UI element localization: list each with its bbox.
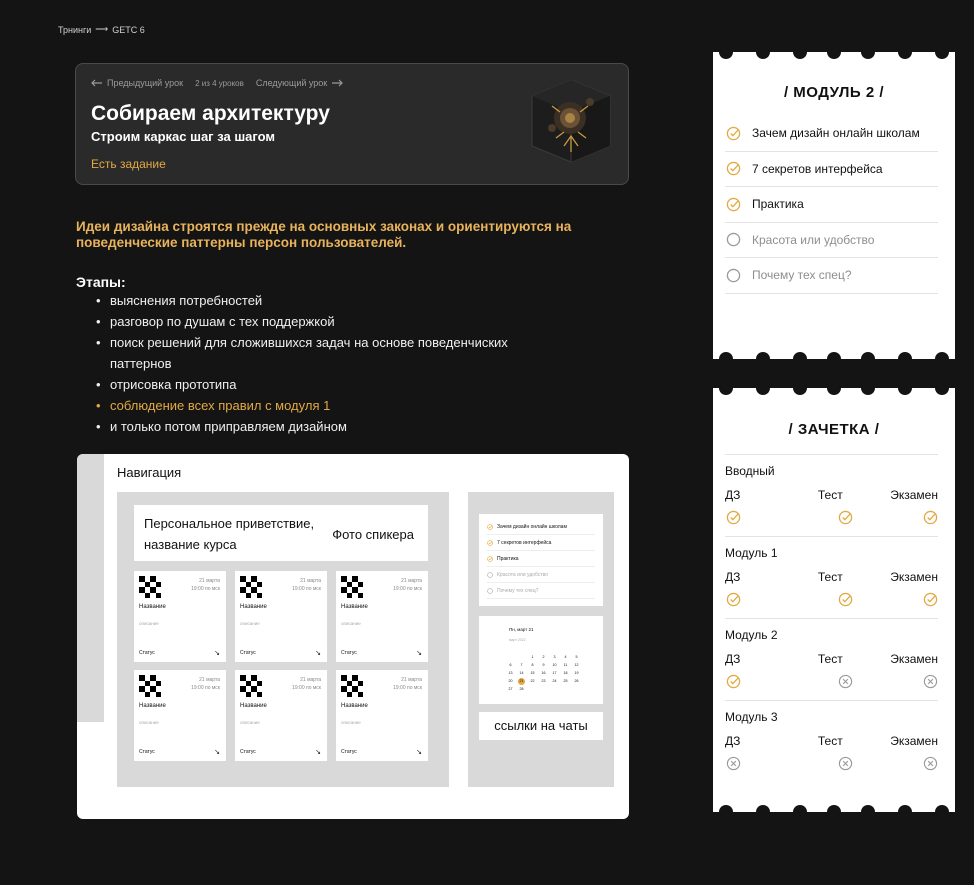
breadcrumb-current: GETC 6 bbox=[112, 24, 145, 35]
gradebook-module-name: Модуль 2 bbox=[725, 628, 778, 642]
lesson-card bbox=[75, 63, 629, 185]
gradebook-header-row bbox=[725, 652, 938, 666]
empty-circle-icon bbox=[726, 232, 741, 247]
card-name: Название bbox=[240, 604, 267, 610]
gradebook-status-row bbox=[725, 756, 938, 776]
gradebook-header-row bbox=[725, 488, 938, 502]
calendar-day bbox=[551, 646, 558, 653]
module-lesson-item[interactable]: 7 секретов интерфейса bbox=[725, 152, 938, 188]
intro-text: Идеи дизайна строятся прежде на основных законах и ориентируются на поведенческие паттерны персон пользователей. bbox=[76, 219, 572, 250]
cross-circle-icon bbox=[726, 756, 741, 771]
qr-icon bbox=[240, 675, 262, 697]
col-test: Тест bbox=[817, 652, 843, 666]
calendar-day bbox=[507, 654, 514, 661]
card-desc: описание bbox=[139, 621, 159, 626]
calendar-day: 16 bbox=[541, 671, 546, 675]
card-status: Статус bbox=[139, 749, 155, 755]
col-test: Тест bbox=[817, 734, 843, 748]
card-date: 21 марта 19:00 по мск bbox=[191, 578, 220, 592]
module-title: / МОДУЛЬ 2 / bbox=[783, 84, 885, 101]
col-test: Тест bbox=[817, 570, 843, 584]
calendar-day: 14 bbox=[519, 671, 524, 675]
arrow-diagonal-icon: ↘ bbox=[214, 650, 220, 657]
calendar-day bbox=[529, 646, 536, 653]
arrow-diagonal-icon: ↘ bbox=[416, 749, 422, 756]
card-status: Статус bbox=[341, 650, 357, 656]
card-status: Статус bbox=[240, 650, 256, 656]
gradebook-module-name: Модуль 1 bbox=[725, 546, 778, 560]
list-item: • поиск решений для сложившихся задач на основе поведенчиских паттернов bbox=[96, 332, 526, 374]
arrow-diagonal-icon: ↘ bbox=[315, 749, 321, 756]
calendar-day: 13 bbox=[508, 671, 513, 675]
col-exam: Экзамен bbox=[890, 652, 938, 666]
lesson-title: Собираем архитектуру bbox=[91, 102, 330, 125]
wireframe-right-panel bbox=[468, 492, 614, 787]
lesson-cover-cube-image bbox=[526, 76, 616, 166]
next-lesson-label: Следующий урок bbox=[255, 78, 328, 88]
calendar-day: 5 bbox=[575, 655, 578, 659]
gradebook-status-row bbox=[725, 674, 938, 694]
module-lesson-item[interactable]: Зачем дизайн онлайн школам bbox=[725, 116, 938, 152]
calendar-day: 21 bbox=[519, 679, 524, 683]
calendar-day bbox=[573, 646, 580, 653]
wireframe-course-card bbox=[134, 670, 226, 761]
gradebook-module-name: Вводный bbox=[725, 464, 775, 478]
wireframe-course-card bbox=[235, 571, 327, 662]
breadcrumb bbox=[58, 24, 145, 35]
arrow-diagonal-icon: ↘ bbox=[214, 749, 220, 756]
card-desc: описание bbox=[139, 720, 159, 725]
calendar-day bbox=[540, 646, 547, 653]
calendar-day bbox=[518, 646, 525, 653]
stages-list bbox=[96, 290, 526, 437]
check-circle-icon bbox=[838, 510, 853, 525]
gradebook-ticket bbox=[713, 388, 955, 812]
module-lesson-item[interactable]: Красота или удобство bbox=[725, 223, 938, 259]
calendar-day: 23 bbox=[541, 679, 546, 683]
calendar-day bbox=[518, 654, 525, 661]
card-date: 21 марта 19:00 по мск bbox=[292, 578, 321, 592]
calendar-day bbox=[540, 686, 547, 693]
calendar-day: 11 bbox=[563, 663, 568, 667]
calendar-day: 6 bbox=[509, 663, 512, 667]
calendar-day: 19 bbox=[574, 671, 579, 675]
mini-list-item: Практика bbox=[487, 551, 595, 567]
wireframe-course-card bbox=[336, 670, 428, 761]
card-name: Название bbox=[341, 703, 368, 709]
calendar-day: 10 bbox=[552, 663, 557, 667]
card-name: Название bbox=[341, 604, 368, 610]
breadcrumb-root[interactable]: Трнинги bbox=[58, 24, 92, 35]
list-item-highlight[interactable]: • соблюдение всех правил с модуля 1 bbox=[96, 395, 526, 416]
wireframe-greeting-block bbox=[134, 505, 428, 561]
list-item: • отрисовка прототипа bbox=[96, 374, 526, 395]
check-circle-icon bbox=[726, 592, 741, 607]
check-circle-icon bbox=[923, 510, 938, 525]
col-hw: ДЗ bbox=[725, 488, 741, 502]
gradebook-module-block bbox=[725, 536, 938, 612]
gradebook-status-row bbox=[725, 510, 938, 530]
calendar-day bbox=[529, 686, 536, 693]
col-test: Тест bbox=[817, 488, 843, 502]
wireframe-sidebar bbox=[77, 454, 104, 722]
calendar-day: 18 bbox=[563, 671, 568, 675]
ticket-notch-bottom bbox=[713, 803, 955, 812]
mini-list-item: Почему тех спец? bbox=[487, 583, 595, 599]
wireframe-course-card bbox=[336, 571, 428, 662]
card-status: Статус bbox=[139, 650, 155, 656]
mini-lesson-list bbox=[479, 514, 603, 606]
calendar-header: Пн, март 21 bbox=[509, 627, 534, 632]
calendar-day: 17 bbox=[552, 671, 557, 675]
list-item: • и только потом приправляем дизайном bbox=[96, 416, 526, 437]
cross-circle-icon bbox=[923, 674, 938, 689]
check-circle-icon bbox=[726, 674, 741, 689]
gradebook-module-block bbox=[725, 618, 938, 694]
qr-icon bbox=[341, 576, 363, 598]
module-lesson-item[interactable]: Почему тех спец? bbox=[725, 258, 938, 294]
wireframe-course-card bbox=[134, 571, 226, 662]
cross-circle-icon bbox=[838, 756, 853, 771]
calendar-day: 9 bbox=[542, 663, 545, 667]
calendar-day: 24 bbox=[552, 679, 557, 683]
calendar-day: 12 bbox=[574, 663, 579, 667]
card-name: Название bbox=[139, 604, 166, 610]
ticket-notch-top bbox=[713, 52, 955, 61]
gradebook-status-row bbox=[725, 592, 938, 612]
arrow-diagonal-icon: ↘ bbox=[315, 650, 321, 657]
col-hw: ДЗ bbox=[725, 570, 741, 584]
check-circle-icon bbox=[838, 592, 853, 607]
check-circle-icon bbox=[726, 126, 741, 141]
calendar-day: 1 bbox=[531, 655, 534, 659]
card-desc: описание bbox=[341, 621, 361, 626]
check-circle-icon bbox=[726, 197, 741, 212]
stages-title: Этапы: bbox=[76, 274, 126, 290]
card-date: 21 марта 19:00 по мск bbox=[393, 677, 422, 691]
card-date: 21 марта 19:00 по мск bbox=[393, 578, 422, 592]
calendar-day: 26 bbox=[574, 679, 579, 683]
mini-list-item: Красота или удобство bbox=[487, 567, 595, 583]
card-desc: описание bbox=[341, 720, 361, 725]
calendar-day: 15 bbox=[530, 671, 535, 675]
card-desc: описание bbox=[240, 621, 260, 626]
check-circle-icon bbox=[923, 592, 938, 607]
cross-circle-icon bbox=[923, 756, 938, 771]
gradebook-header-row bbox=[725, 734, 938, 748]
arrow-right-icon bbox=[331, 79, 343, 87]
wireframe-main-area bbox=[117, 492, 449, 787]
card-name: Название bbox=[139, 703, 166, 709]
calendar-day bbox=[562, 646, 569, 653]
calendar-day: 3 bbox=[553, 655, 556, 659]
next-lesson-link[interactable] bbox=[256, 78, 343, 88]
module-lesson-item[interactable]: Практика bbox=[725, 187, 938, 223]
arrow-left-icon bbox=[91, 79, 103, 87]
gradebook-module-block bbox=[725, 700, 938, 776]
calendar-day: 2 bbox=[542, 655, 545, 659]
mini-list-item: Зачем дизайн онлайн школам bbox=[487, 519, 595, 535]
qr-icon bbox=[139, 675, 161, 697]
ticket-notch-bottom bbox=[713, 350, 955, 359]
list-item: • выяснения потребностей bbox=[96, 290, 526, 311]
col-exam: Экзамен bbox=[890, 734, 938, 748]
task-link[interactable]: Есть задание bbox=[91, 157, 166, 171]
col-exam: Экзамен bbox=[890, 570, 938, 584]
calendar-day: 8 bbox=[531, 663, 534, 667]
module-ticket bbox=[713, 52, 955, 359]
card-status: Статус bbox=[341, 749, 357, 755]
wireframe-course-card bbox=[235, 670, 327, 761]
col-hw: ДЗ bbox=[725, 652, 741, 666]
wireframe-preview bbox=[77, 454, 629, 819]
col-exam: Экзамен bbox=[890, 488, 938, 502]
calendar-day: 22 bbox=[530, 679, 535, 683]
check-circle-icon bbox=[726, 510, 741, 525]
qr-icon bbox=[240, 576, 262, 598]
calendar-day: 28 bbox=[519, 687, 524, 691]
empty-circle-icon bbox=[726, 268, 741, 283]
gradebook-module-name: Модуль 3 bbox=[725, 710, 778, 724]
calendar-day: 20 bbox=[508, 679, 513, 683]
calendar-day: 4 bbox=[564, 655, 567, 659]
mini-list-item: 7 секретов интерфейса bbox=[487, 535, 595, 551]
calendar-day bbox=[507, 646, 514, 653]
check-circle-icon bbox=[726, 161, 741, 176]
calendar-day bbox=[551, 686, 558, 693]
gradebook-title: / ЗАЧЕТКА / bbox=[788, 421, 880, 438]
card-status: Статус bbox=[240, 749, 256, 755]
qr-icon bbox=[139, 576, 161, 598]
qr-icon bbox=[341, 675, 363, 697]
calendar-day: 25 bbox=[563, 679, 568, 683]
card-date: 21 марта 19:00 по мск bbox=[191, 677, 220, 691]
calendar-day bbox=[573, 686, 580, 693]
col-hw: ДЗ bbox=[725, 734, 741, 748]
ticket-notch-top bbox=[713, 388, 955, 397]
list-item: • разговор по душам с тех поддержкой bbox=[96, 311, 526, 332]
lesson-nav bbox=[91, 78, 343, 88]
cross-circle-icon bbox=[838, 674, 853, 689]
card-desc: описание bbox=[240, 720, 260, 725]
calendar-month: март 2022 bbox=[509, 638, 526, 642]
arrow-diagonal-icon: ↘ bbox=[416, 650, 422, 657]
prev-lesson-label: Предыдущий урок bbox=[107, 78, 184, 88]
greeting-text: Персональное приветствие, название курса bbox=[144, 516, 315, 552]
calendar-day bbox=[562, 686, 569, 693]
mini-calendar bbox=[479, 616, 603, 704]
gradebook-header-row bbox=[725, 570, 938, 584]
calendar-day: 7 bbox=[520, 663, 523, 667]
card-name: Название bbox=[240, 703, 267, 709]
wireframe-nav-label: Навигация bbox=[117, 465, 182, 480]
calendar-day: 27 bbox=[508, 687, 513, 691]
gradebook-module-block bbox=[725, 454, 938, 530]
lesson-counter: 2 из 4 уроков bbox=[195, 78, 244, 88]
lesson-subtitle: Строим каркас шаг за шагом bbox=[91, 129, 276, 144]
prev-lesson-link[interactable] bbox=[91, 78, 183, 88]
chat-links-placeholder[interactable]: ссылки на чаты bbox=[479, 712, 603, 740]
speaker-photo-placeholder: Фото спикера bbox=[332, 527, 414, 542]
module-lesson-list bbox=[725, 116, 938, 294]
card-date: 21 марта 19:00 по мск bbox=[292, 677, 321, 691]
breadcrumb-arrow-icon: ⟶ bbox=[95, 24, 109, 34]
